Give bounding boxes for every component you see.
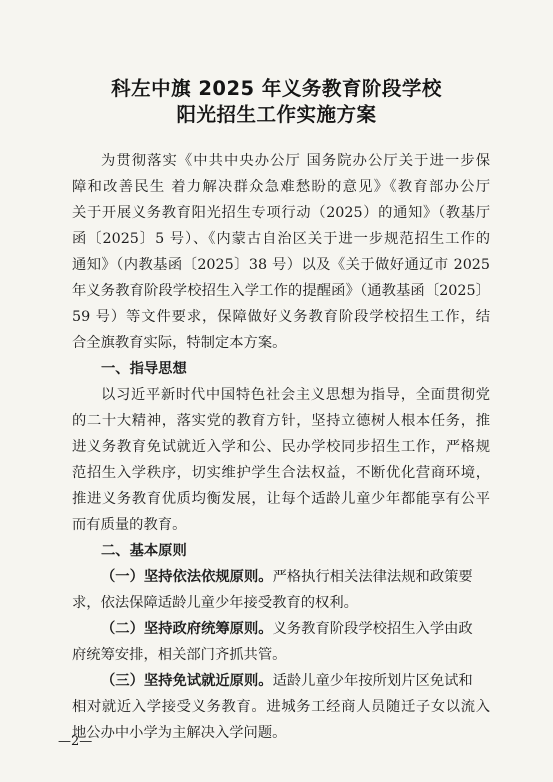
principle-3-line bbox=[101, 668, 473, 694]
paragraph-line: 为贯彻落实《中共中央办公厅 国务院办公厅关于进一步保 bbox=[101, 153, 490, 169]
principle-2-line bbox=[101, 616, 473, 642]
principle-1-text: 严格执行相关法律法规和政策要 bbox=[272, 569, 473, 585]
paragraph-line: 推进义务教育优质均衡发展，让每个适龄儿童少年都能享有公平 bbox=[72, 491, 490, 507]
section-heading-basic-principles: 二、基本原则 bbox=[101, 543, 187, 559]
principle-3-title: （三）坚持免试就近原则。 bbox=[101, 673, 273, 689]
paragraph-line: 范招生入学秩序，切实维护学生合法权益，不断优化营商环境， bbox=[72, 465, 490, 481]
paragraph-line: 通知》（内教基函〔2025〕38 号）以及《关于做好通辽市 2025 bbox=[72, 257, 490, 273]
principle-1-title: （一）坚持依法依规原则。 bbox=[101, 569, 273, 585]
page-number: —2— bbox=[58, 734, 93, 749]
principle-2-title: （二）坚持政府统筹原则。 bbox=[101, 621, 273, 637]
paragraph-line: 进义务教育免试就近入学和公、民办学校同步招生工作，严格规 bbox=[72, 439, 490, 455]
principle-3-text: 适龄儿童少年按所划片区免试和 bbox=[272, 673, 473, 689]
section-heading-guiding-ideology: 一、指导思想 bbox=[101, 361, 187, 377]
paragraph-line: 相对就近入学接受义务教育。进城务工经商人员随迁子女以流入 bbox=[72, 699, 490, 715]
paragraph-line: 关于开展义务教育阳光招生专项行动（2025）的通知》（教基厅 bbox=[72, 205, 490, 221]
paragraph-line: 以习近平新时代中国特色社会主义思想为指导，全面贯彻党 bbox=[101, 387, 490, 403]
principle-2-text: 义务教育阶段学校招生入学由政 bbox=[272, 621, 473, 637]
paragraph-line: 合全旗教育实际，特制定本方案。 bbox=[72, 335, 287, 351]
paragraph-line: 而有质量的教育。 bbox=[72, 517, 187, 533]
paragraph-line: 障和改善民生 着力解决群众急难愁盼的意见》《教育部办公厅 bbox=[72, 179, 490, 195]
paragraph-line: 函〔2025〕5 号）、《内蒙古自治区关于进一步规范招生工作的 bbox=[72, 231, 490, 247]
paragraph-line: 的二十大精神，落实党的教育方针，坚持立德树人根本任务，推 bbox=[72, 413, 490, 429]
document-title-line-1: 科左中旗 2025 年义务教育阶段学校 bbox=[111, 77, 442, 100]
document-title-line-2: 阳光招生工作实施方案 bbox=[176, 103, 377, 126]
paragraph-line: 府统筹安排，相关部门齐抓共管。 bbox=[72, 647, 287, 663]
paragraph-line: 求，依法保障适龄儿童少年接受教育的权利。 bbox=[72, 595, 358, 611]
paragraph-line: 年义务教育阶段学校招生入学工作的提醒函》（通教基函〔2025〕 bbox=[72, 283, 490, 299]
principle-1-line bbox=[101, 564, 473, 590]
paragraph-line: 59 号）等文件要求，保障做好义务教育阶段学校招生工作，结 bbox=[72, 309, 490, 325]
paragraph-line: 地公办中小学为主解决入学问题。 bbox=[72, 725, 287, 741]
